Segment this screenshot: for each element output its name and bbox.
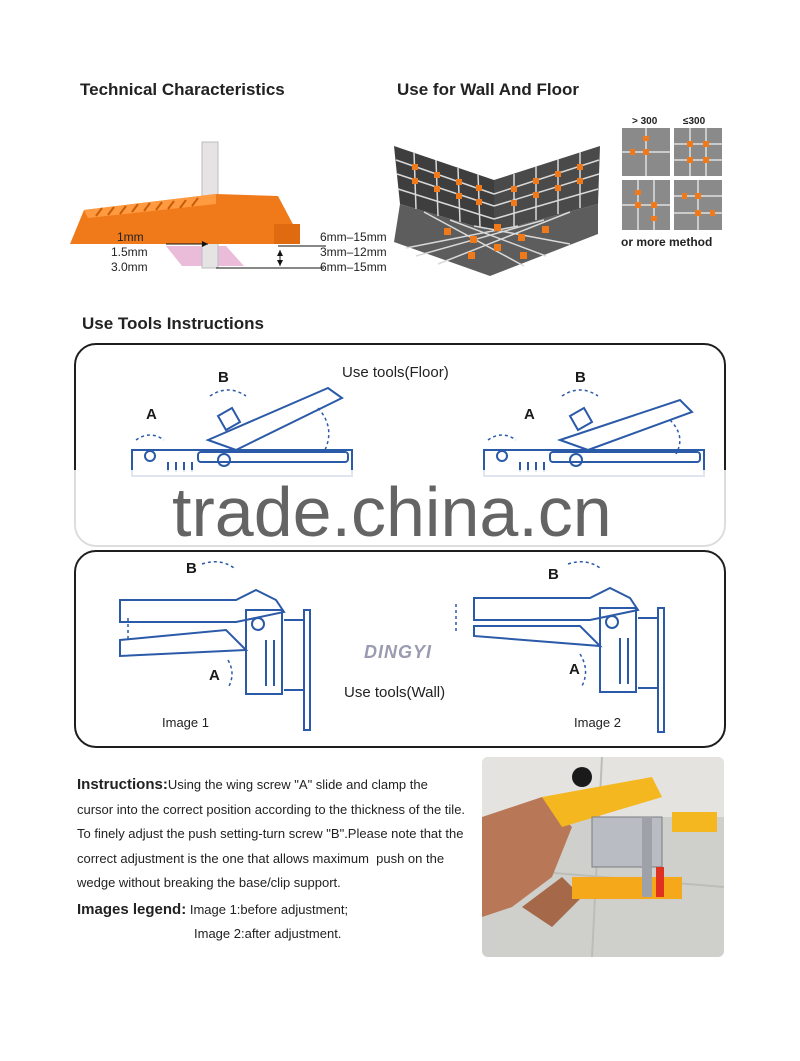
spec-range-2: 3mm–12mm	[320, 245, 387, 259]
instructions-line-3: correct adjustment is the one that allows maximum push on the	[77, 850, 445, 866]
wall-panel-title: Use tools(Wall)	[344, 684, 446, 701]
technical-heading: Technical Characteristics	[80, 80, 285, 99]
gt300-label: > 300	[632, 116, 658, 127]
wall-label-a-2: A	[569, 661, 580, 678]
spec-range-3: 6mm–15mm	[320, 260, 387, 274]
spec-1-5mm: 1.5mm	[111, 245, 148, 259]
spec-1mm: 1mm	[117, 230, 144, 244]
instructions-line-1: cursor into the correct position according to the thickness of the tile.	[77, 801, 466, 817]
wall-floor-tile-illustration	[394, 116, 604, 278]
floor-label-b-2: B	[575, 369, 586, 386]
wall-label-a-1: A	[209, 667, 220, 684]
wall-tool-image-1	[116, 560, 326, 732]
tile-method-grid	[622, 128, 722, 230]
instructions-heading: Instructions:	[77, 776, 168, 793]
instructions-block	[77, 773, 467, 947]
legend-line-1: Images legend: Image 1:before adjustment;	[77, 900, 349, 918]
instructions-line-2: To finely adjust the push setting-turn screw "B".Please note that the	[77, 826, 464, 841]
tool-in-use-photo	[482, 757, 724, 957]
instructions-line-0: Instructions:Using the wing screw "A" slide and clamp the	[77, 776, 428, 793]
floor-label-b-1: B	[218, 369, 229, 386]
spec-3mm: 3.0mm	[111, 260, 148, 274]
wall-floor-heading: Use for Wall And Floor	[397, 80, 579, 99]
wall-tool-image-2	[450, 560, 680, 740]
spec-range-1: 6mm–15mm	[320, 230, 387, 244]
watermark: trade.china.cn	[172, 473, 612, 551]
legend-line-2: Image 2:after adjustment.	[194, 926, 342, 941]
wall-label-b-2: B	[548, 566, 559, 583]
wall-label-b-1: B	[186, 560, 197, 577]
method-caption: or more method	[621, 235, 713, 249]
floor-panel-title: Use tools(Floor)	[342, 364, 449, 381]
floor-label-a-1: A	[146, 406, 157, 423]
dingyi-logo: DINGYI	[364, 642, 433, 662]
le300-label: ≤300	[683, 116, 706, 127]
image-1-label: Image 1	[162, 715, 209, 730]
floor-label-a-2: A	[524, 406, 535, 423]
legend-heading: Images legend:	[77, 900, 187, 918]
image-2-label: Image 2	[574, 715, 621, 730]
tools-heading: Use Tools Instructions	[82, 314, 264, 333]
instructions-line-4: wedge without breaking the base/clip support.	[77, 875, 341, 890]
